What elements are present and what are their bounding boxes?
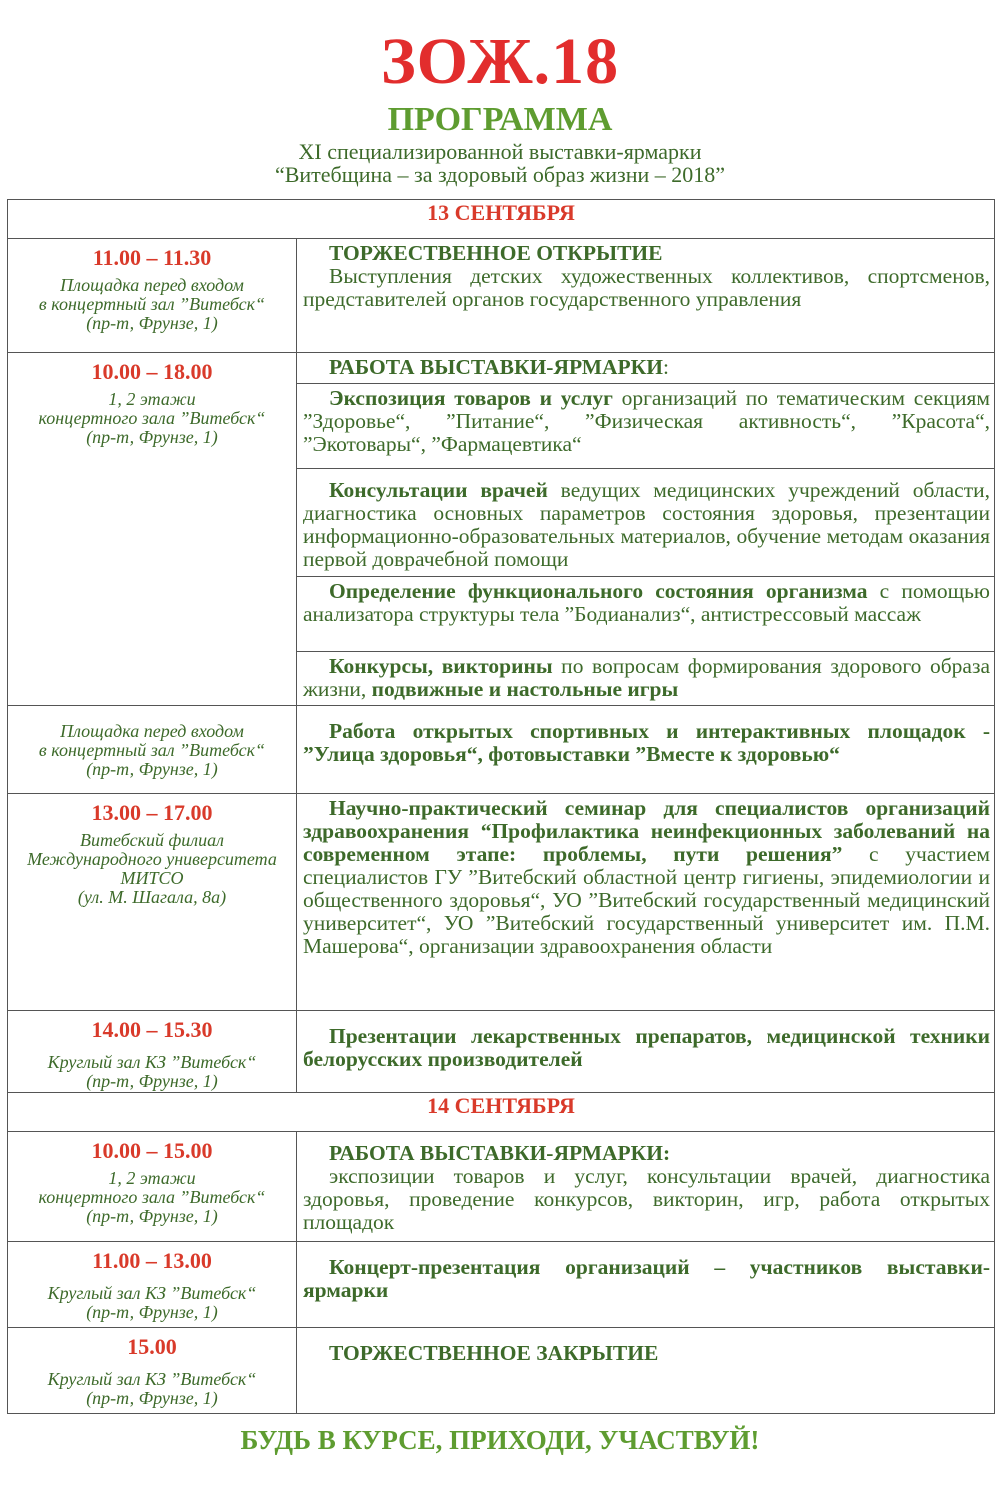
- event-description: Научно-практический семинар для специалистов организаций здравоохранения “Профилактика неинфекционных заболеваний на современном этапе: проблемы, пути решения” с участием специалистов ГУ ”Витебский областной центр гигиены, эпидемиологии и общественного здоровья“, УО ”Витебский государственный медицинский университет“, УО ”Витебский государственный университет им. П.М. Машерова“, организации здравоохранения области: [303, 796, 990, 958]
- description-cell: РАБОТА ВЫСТАВКИ-ЯРМАРКИ:: [297, 353, 995, 384]
- event-time: 13.00 – 17.00: [91, 800, 213, 825]
- description-cell: [297, 652, 995, 706]
- description-cell: [297, 1011, 995, 1093]
- date-row-day1: [8, 200, 995, 239]
- event-venue: Площадка перед входом в концертный зал ”Витебск“ (пр-т, Фрунзе, 1): [38, 721, 266, 779]
- table-row: [8, 1132, 995, 1242]
- description-cell: [297, 384, 995, 469]
- event-venue: 1, 2 этажи концертного зала ”Витебск“ (пр-т, Фрунзе, 1): [38, 1168, 266, 1226]
- event-time: 11.00 – 11.30: [92, 245, 212, 270]
- date-row-day2: [8, 1093, 995, 1132]
- list-item: Конкурсы, викторины по вопросам формирования здорового образа жизни, подвижные и настольные игры: [303, 654, 990, 701]
- description-cell: [297, 1242, 995, 1328]
- event-venue: Круглый зал КЗ ”Витебск“ (пр-т, Фрунзе, 1): [47, 1052, 257, 1091]
- program-title: ПРОГРАММА: [387, 101, 613, 138]
- event-description: Презентации лекарственных препаратов, медицинской техники белорусских производителей: [303, 1024, 990, 1071]
- time-venue-cell: [8, 353, 297, 706]
- event-logo: ЗОЖ.18: [380, 25, 620, 98]
- event-time: 10.00 – 18.00: [91, 359, 213, 384]
- event-title: РАБОТА ВЫСТАВКИ-ЯРМАРКИ: [329, 355, 663, 379]
- event-description: экспозиции товаров и услуг, консультации врачей, диагностика здоровья, проведение конкурсов, викторин, игр, работа открытых площадок: [303, 1164, 990, 1234]
- list-item: Экспозиция товаров и услуг организаций по тематическим секциям ”Здоровье“, ”Питание“, ”Физическая активность“, ”Красота“, ”Экотовары“, ”Фармацевтика“: [303, 386, 990, 456]
- table-row: [8, 706, 995, 794]
- time-venue-cell: [8, 1132, 297, 1242]
- subtitle-line-1: XI специализированной выставки-ярмарки: [298, 139, 702, 164]
- description-cell: [297, 1132, 995, 1242]
- event-venue: 1, 2 этажи концертного зала ”Витебск“ (пр-т, Фрунзе, 1): [38, 389, 266, 447]
- event-title: ТОРЖЕСТВЕННОЕ ЗАКРЫТИЕ: [329, 1341, 659, 1365]
- event-description: Выступления детских художественных коллективов, спортсменов, представителей органов государственного управления: [303, 264, 990, 311]
- time-venue-cell: [8, 794, 297, 1011]
- event-venue: Площадка перед входом в концертный зал ”Витебск“ (пр-т, Фрунзе, 1): [38, 275, 266, 333]
- event-venue: Витебский филиал Международного университета МИТСО (ул. М. Шагала, 8а): [27, 830, 277, 907]
- list-item: Консультации врачей ведущих медицинских учреждений области, диагностика основных параметров состояния здоровья, презентации информационно-образовательных материалов, обучение методам оказания первой доврачебной помощи: [303, 478, 991, 571]
- event-description: Концерт-презентация организаций – участников выставки-ярмарки: [303, 1255, 990, 1302]
- table-row: [8, 1011, 995, 1093]
- table-row: [8, 1328, 995, 1414]
- description-cell: [297, 239, 995, 353]
- time-venue-cell: [8, 239, 297, 353]
- event-venue: Круглый зал КЗ ”Витебск“ (пр-т, Фрунзе, 1): [47, 1369, 257, 1408]
- time-venue-cell: [8, 1011, 297, 1093]
- footer-slogan: БУДЬ В КУРСЕ, ПРИХОДИ, УЧАСТВУЙ!: [240, 1425, 760, 1455]
- table-row: [8, 353, 995, 384]
- table-row: [8, 239, 995, 353]
- description-cell: [297, 706, 995, 794]
- date-day1: 13 СЕНТЯБРЯ: [8, 200, 995, 239]
- table-row: [8, 1242, 995, 1328]
- schedule-table: [7, 199, 995, 1414]
- event-time: 15.00: [127, 1334, 177, 1359]
- date-day2: 14 СЕНТЯБРЯ: [8, 1093, 995, 1132]
- time-venue-cell: [8, 706, 297, 794]
- event-description: Работа открытых спортивных и интерактивных площадок - ”Улица здоровья“, фотовыставки ”Вместе к здоровью“: [303, 719, 990, 766]
- event-time: 11.00 – 13.00: [92, 1248, 212, 1273]
- list-item: Определение функционального состояния организма с помощью анализатора структуры тела ”Бодианализ“, антистрессовый массаж: [303, 579, 990, 626]
- description-cell: [297, 1328, 995, 1414]
- time-venue-cell: [8, 1242, 297, 1328]
- header: [0, 26, 1000, 186]
- table-row: [8, 794, 995, 1011]
- description-cell: [297, 469, 995, 577]
- event-time: 10.00 – 15.00: [91, 1138, 213, 1163]
- description-cell: [297, 794, 995, 1011]
- subtitle-line-2: “Витебщина – за здоровый образ жизни – 2018”: [274, 162, 726, 187]
- description-cell: [297, 577, 995, 652]
- event-title: РАБОТА ВЫСТАВКИ-ЯРМАРКИ:: [329, 1141, 671, 1165]
- event-title: ТОРЖЕСТВЕННОЕ ОТКРЫТИЕ: [329, 241, 663, 265]
- event-venue: Круглый зал КЗ ”Витебск“ (пр-т, Фрунзе, 1): [47, 1283, 257, 1322]
- event-time: 14.00 – 15.30: [91, 1017, 213, 1042]
- time-venue-cell: [8, 1328, 297, 1414]
